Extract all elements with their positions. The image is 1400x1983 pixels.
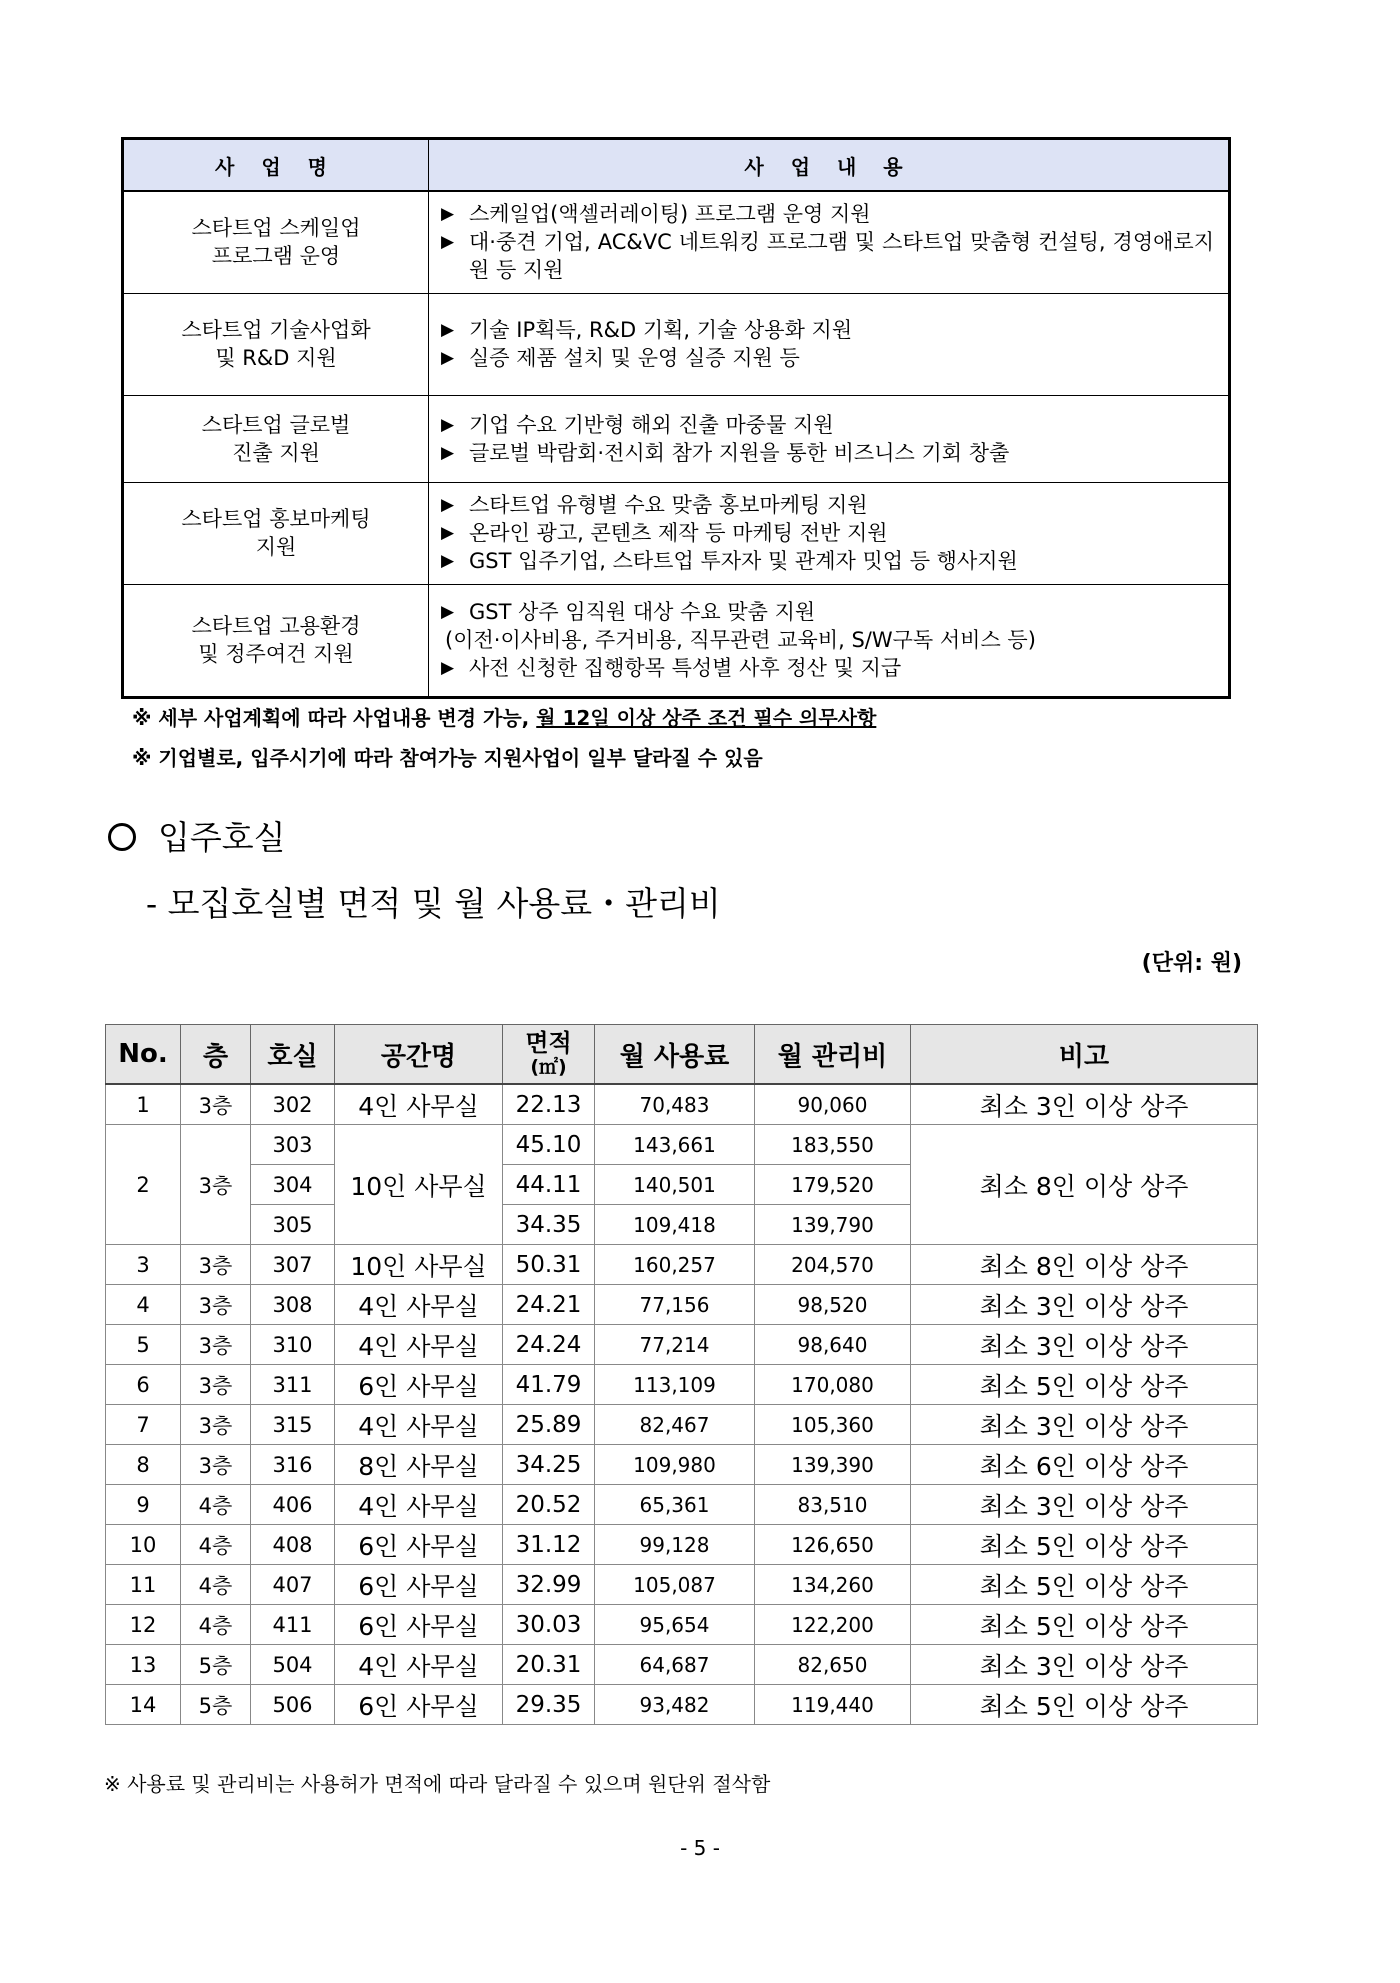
note-cell: 최소 8인 이상 상주 xyxy=(911,1125,1258,1245)
room-table-row xyxy=(106,1405,1258,1445)
section-title xyxy=(108,812,286,859)
floor-cell: 3층 xyxy=(181,1125,251,1245)
room-table-row xyxy=(106,1445,1258,1485)
rent-cell: 109,980 xyxy=(595,1445,755,1485)
mgmt-fee-cell: 119,440 xyxy=(755,1685,911,1725)
program-content-text: (이전·이사비용, 주거비용, 직무관련 교육비, S/W구독 서비스 등) xyxy=(445,628,1036,652)
program-content-text: GST 상주 임직원 대상 수요 맞춤 지원 xyxy=(469,600,816,624)
floor-cell: 3층 xyxy=(181,1245,251,1285)
program-content-text: 스타트업 유형별 수요 맞춤 홍보마케팅 지원 xyxy=(469,493,868,517)
rent-cell: 105,087 xyxy=(595,1565,755,1605)
note-cell: 최소 6인 이상 상주 xyxy=(911,1445,1258,1485)
rent-cell: 93,482 xyxy=(595,1685,755,1725)
floor-cell: 4층 xyxy=(181,1525,251,1565)
program-name-line: 스타트업 스케일업 xyxy=(191,216,361,241)
program-name-cell xyxy=(123,293,429,395)
space-name-cell: 4인 사무실 xyxy=(335,1405,503,1445)
program-content-item xyxy=(441,411,1214,439)
col-header-room: 호실 xyxy=(251,1025,335,1085)
row-number-cell: 4 xyxy=(106,1285,181,1325)
program-name-line: 및 R&D 지원 xyxy=(215,346,337,370)
triangle-bullet-icon: ▶ xyxy=(441,523,455,543)
triangle-bullet-icon: ▶ xyxy=(441,442,455,463)
note-cell: 최소 8인 이상 상주 xyxy=(911,1245,1258,1285)
program-content-cell xyxy=(429,191,1230,293)
program-name-line: 프로그램 운영 xyxy=(211,244,341,269)
program-row xyxy=(123,191,1230,293)
area-cell: 20.31 xyxy=(503,1645,595,1685)
mgmt-fee-cell: 126,650 xyxy=(755,1525,911,1565)
col-header-rent: 월 사용료 xyxy=(595,1025,755,1085)
rent-cell: 70,483 xyxy=(595,1084,755,1125)
program-name-line: 및 정주여건 지원 xyxy=(198,642,354,666)
room-cell: 302 xyxy=(251,1084,335,1125)
col-header-mgmt: 월 관리비 xyxy=(755,1025,911,1085)
rent-cell: 160,257 xyxy=(595,1245,755,1285)
area-cell: 32.99 xyxy=(503,1565,595,1605)
room-table-row xyxy=(106,1565,1258,1605)
note-cell: 최소 3인 이상 상주 xyxy=(911,1485,1258,1525)
col-header-area-label: 면적 xyxy=(525,1029,572,1057)
mgmt-fee-cell: 82,650 xyxy=(755,1645,911,1685)
room-table-row xyxy=(106,1125,1258,1165)
program-content-item xyxy=(441,519,1214,547)
row-number-cell: 10 xyxy=(106,1525,181,1565)
page-number: - 5 - xyxy=(680,1836,720,1860)
area-cell: 30.03 xyxy=(503,1605,595,1645)
room-cell: 305 xyxy=(251,1205,335,1245)
note-cell: 최소 3인 이상 상주 xyxy=(911,1405,1258,1445)
program-content-text: 기업 수요 기반형 해외 진출 마중물 지원 xyxy=(469,412,834,437)
program-content-cell xyxy=(429,395,1230,482)
program-content-text: 대·중견 기업, AC&VC 네트워킹 프로그램 및 스타트업 맞춤형 컨설팅, 경영애로지원 등 지원 xyxy=(469,230,1214,283)
room-table-row xyxy=(106,1285,1258,1325)
area-cell: 50.31 xyxy=(503,1245,595,1285)
program-name-line: 지원 xyxy=(255,535,297,559)
program-name-line: 스타트업 기술사업화 xyxy=(181,318,371,342)
rent-cell: 140,501 xyxy=(595,1165,755,1205)
rent-cell: 109,418 xyxy=(595,1205,755,1245)
program-name-line: 스타트업 홍보마케팅 xyxy=(181,507,371,531)
section-subtitle: - 모집호실별 면적 및 월 사용료・관리비 xyxy=(146,884,721,923)
room-cell: 316 xyxy=(251,1445,335,1485)
program-content-item xyxy=(441,547,1214,575)
mgmt-fee-cell: 170,080 xyxy=(755,1365,911,1405)
room-table xyxy=(105,1024,1258,1725)
row-number-cell: 3 xyxy=(106,1245,181,1285)
row-number-cell: 5 xyxy=(106,1325,181,1365)
note-cell: 최소 5인 이상 상주 xyxy=(911,1605,1258,1645)
footnote: ※ 사용료 및 관리비는 사용허가 면적에 따라 달라질 수 있으며 원단위 절삭함 xyxy=(104,1772,771,1796)
program-content-item xyxy=(441,626,1214,654)
note-cell: 최소 3인 이상 상주 xyxy=(911,1325,1258,1365)
space-name-cell: 4인 사무실 xyxy=(335,1285,503,1325)
program-name-line: 스타트업 글로벌 xyxy=(201,412,351,437)
mgmt-fee-cell: 98,640 xyxy=(755,1325,911,1365)
space-name-cell: 4인 사무실 xyxy=(335,1645,503,1685)
floor-cell: 3층 xyxy=(181,1285,251,1325)
rent-cell: 143,661 xyxy=(595,1125,755,1165)
room-cell: 315 xyxy=(251,1405,335,1445)
triangle-bullet-icon: ▶ xyxy=(441,551,455,571)
space-name-cell: 6인 사무실 xyxy=(335,1565,503,1605)
program-content-item xyxy=(441,654,1214,682)
room-cell: 407 xyxy=(251,1565,335,1605)
rent-cell: 113,109 xyxy=(595,1365,755,1405)
area-cell: 24.21 xyxy=(503,1285,595,1325)
room-cell: 504 xyxy=(251,1645,335,1685)
row-number-cell: 6 xyxy=(106,1365,181,1405)
mgmt-fee-cell: 204,570 xyxy=(755,1245,911,1285)
area-cell: 41.79 xyxy=(503,1365,595,1405)
rent-cell: 95,654 xyxy=(595,1605,755,1645)
mgmt-fee-cell: 179,520 xyxy=(755,1165,911,1205)
space-name-cell: 4인 사무실 xyxy=(335,1084,503,1125)
room-table-row xyxy=(106,1645,1258,1685)
room-table-row xyxy=(106,1084,1258,1125)
col-header-no: No. xyxy=(106,1025,181,1085)
col-header-floor: 층 xyxy=(181,1025,251,1085)
row-number-cell: 7 xyxy=(106,1405,181,1445)
rent-cell: 82,467 xyxy=(595,1405,755,1445)
rent-cell: 77,156 xyxy=(595,1285,755,1325)
program-name-header: 사 업 명 xyxy=(123,139,429,192)
space-name-cell: 6인 사무실 xyxy=(335,1365,503,1405)
note-cell: 최소 3인 이상 상주 xyxy=(911,1285,1258,1325)
rent-cell: 64,687 xyxy=(595,1645,755,1685)
room-table-row xyxy=(106,1525,1258,1565)
program-content-cell xyxy=(429,293,1230,395)
space-name-cell: 6인 사무실 xyxy=(335,1605,503,1645)
area-cell: 44.11 xyxy=(503,1165,595,1205)
program-content-item xyxy=(441,491,1214,519)
room-cell: 308 xyxy=(251,1285,335,1325)
note-cell: 최소 3인 이상 상주 xyxy=(911,1645,1258,1685)
mgmt-fee-cell: 122,200 xyxy=(755,1605,911,1645)
program-content-text: 온라인 광고, 콘텐츠 제작 등 마케팅 전반 지원 xyxy=(469,521,888,545)
area-cell: 24.24 xyxy=(503,1325,595,1365)
room-cell: 304 xyxy=(251,1165,335,1205)
space-name-cell: 6인 사무실 xyxy=(335,1525,503,1565)
mgmt-fee-cell: 83,510 xyxy=(755,1485,911,1525)
floor-cell: 3층 xyxy=(181,1365,251,1405)
program-content-item xyxy=(441,200,1214,228)
row-number-cell: 9 xyxy=(106,1485,181,1525)
note-cell: 최소 5인 이상 상주 xyxy=(911,1565,1258,1605)
note-cell: 최소 3인 이상 상주 xyxy=(911,1084,1258,1125)
space-name-cell: 6인 사무실 xyxy=(335,1685,503,1725)
floor-cell: 5층 xyxy=(181,1645,251,1685)
program-content-item xyxy=(441,316,1214,344)
area-cell: 22.13 xyxy=(503,1084,595,1125)
program-content-text: 실증 제품 설치 및 운영 실증 지원 등 xyxy=(469,346,800,370)
triangle-bullet-icon: ▶ xyxy=(441,495,455,515)
room-cell: 303 xyxy=(251,1125,335,1165)
program-content-text: GST 입주기업, 스타트업 투자자 및 관계자 밋업 등 행사지원 xyxy=(469,549,1018,573)
floor-cell: 4층 xyxy=(181,1605,251,1645)
room-table-row xyxy=(106,1605,1258,1645)
triangle-bullet-icon: ▶ xyxy=(441,414,455,435)
program-content-text: 스케일업(액셀러레이팅) 프로그램 운영 지원 xyxy=(469,202,871,227)
note-cell: 최소 5인 이상 상주 xyxy=(911,1365,1258,1405)
col-header-space: 공간명 xyxy=(335,1025,503,1085)
floor-cell: 4층 xyxy=(181,1565,251,1605)
room-cell: 506 xyxy=(251,1685,335,1725)
room-cell: 311 xyxy=(251,1365,335,1405)
room-table-row xyxy=(106,1325,1258,1365)
area-cell: 31.12 xyxy=(503,1525,595,1565)
space-name-cell: 10인 사무실 xyxy=(335,1245,503,1285)
circle-bullet-icon xyxy=(108,823,136,851)
mgmt-fee-cell: 98,520 xyxy=(755,1285,911,1325)
program-content-header: 사 업 내 용 xyxy=(429,139,1230,192)
area-cell: 20.52 xyxy=(503,1485,595,1525)
room-table-row xyxy=(106,1485,1258,1525)
program-note-1-underlined: 월 12일 이상 상주 조건 필수 의무사항 xyxy=(536,706,877,730)
room-cell: 406 xyxy=(251,1485,335,1525)
floor-cell: 3층 xyxy=(181,1084,251,1125)
mgmt-fee-cell: 134,260 xyxy=(755,1565,911,1605)
note-cell: 최소 5인 이상 상주 xyxy=(911,1685,1258,1725)
program-name-line: 진출 지원 xyxy=(232,440,320,465)
row-number-cell: 8 xyxy=(106,1445,181,1485)
program-note-1 xyxy=(132,702,876,731)
mgmt-fee-cell: 139,390 xyxy=(755,1445,911,1485)
triangle-bullet-icon: ▶ xyxy=(441,658,455,678)
col-header-area-unit: (㎡) xyxy=(530,1056,567,1078)
program-content-text: 사전 신청한 집행항목 특성별 사후 정산 및 지급 xyxy=(469,656,902,680)
program-row xyxy=(123,395,1230,482)
area-cell: 45.10 xyxy=(503,1125,595,1165)
program-name-line: 스타트업 고용환경 xyxy=(191,614,361,638)
program-content-text: 글로벌 박람회·전시회 참가 지원을 통한 비즈니스 기회 창출 xyxy=(469,440,1010,465)
program-content-text: 기술 IP획득, R&D 기획, 기술 상용화 지원 xyxy=(469,318,853,342)
floor-cell: 3층 xyxy=(181,1405,251,1445)
program-content-cell xyxy=(429,584,1230,697)
room-cell: 408 xyxy=(251,1525,335,1565)
area-cell: 34.35 xyxy=(503,1205,595,1245)
row-number-cell: 2 xyxy=(106,1125,181,1245)
area-cell: 29.35 xyxy=(503,1685,595,1725)
program-name-cell xyxy=(123,482,429,584)
rent-cell: 99,128 xyxy=(595,1525,755,1565)
program-content-item xyxy=(441,439,1214,467)
mgmt-fee-cell: 139,790 xyxy=(755,1205,911,1245)
room-table-body xyxy=(106,1084,1258,1725)
room-cell: 411 xyxy=(251,1605,335,1645)
program-name-cell xyxy=(123,395,429,482)
program-row xyxy=(123,584,1230,697)
program-content-item xyxy=(441,598,1214,626)
program-note-2: ※ 기업별로, 입주시기에 따라 참여가능 지원사업이 일부 달라질 수 있음 xyxy=(132,746,763,770)
room-table-row xyxy=(106,1685,1258,1725)
space-name-cell: 4인 사무실 xyxy=(335,1485,503,1525)
triangle-bullet-icon: ▶ xyxy=(441,232,455,253)
rent-cell: 77,214 xyxy=(595,1325,755,1365)
triangle-bullet-icon: ▶ xyxy=(441,602,455,622)
floor-cell: 5층 xyxy=(181,1685,251,1725)
program-content-item xyxy=(441,344,1214,372)
rent-cell: 65,361 xyxy=(595,1485,755,1525)
room-cell: 307 xyxy=(251,1245,335,1285)
program-row xyxy=(123,482,1230,584)
program-content-cell xyxy=(429,482,1230,584)
program-name-cell xyxy=(123,191,429,293)
row-number-cell: 13 xyxy=(106,1645,181,1685)
room-table-row xyxy=(106,1245,1258,1285)
note-cell: 최소 5인 이상 상주 xyxy=(911,1525,1258,1565)
mgmt-fee-cell: 90,060 xyxy=(755,1084,911,1125)
room-table-row xyxy=(106,1365,1258,1405)
section-title-text: 입주호실 xyxy=(158,818,286,857)
room-cell: 310 xyxy=(251,1325,335,1365)
row-number-cell: 1 xyxy=(106,1084,181,1125)
floor-cell: 3층 xyxy=(181,1325,251,1365)
mgmt-fee-cell: 183,550 xyxy=(755,1125,911,1165)
space-name-cell: 8인 사무실 xyxy=(335,1445,503,1485)
area-cell: 25.89 xyxy=(503,1405,595,1445)
col-header-area xyxy=(503,1025,595,1085)
col-header-note: 비고 xyxy=(911,1025,1258,1085)
floor-cell: 4층 xyxy=(181,1485,251,1525)
unit-label: (단위: 원) xyxy=(1141,951,1242,976)
floor-cell: 3층 xyxy=(181,1445,251,1485)
row-number-cell: 14 xyxy=(106,1685,181,1725)
program-table xyxy=(121,137,1231,699)
row-number-cell: 12 xyxy=(106,1605,181,1645)
program-content-item xyxy=(441,228,1214,284)
space-name-cell: 10인 사무실 xyxy=(335,1125,503,1245)
program-name-cell xyxy=(123,584,429,697)
triangle-bullet-icon: ▶ xyxy=(441,320,455,340)
program-row xyxy=(123,293,1230,395)
triangle-bullet-icon: ▶ xyxy=(441,348,455,368)
program-note-1-text: ※ 세부 사업계획에 따라 사업내용 변경 가능, xyxy=(132,706,537,730)
mgmt-fee-cell: 105,360 xyxy=(755,1405,911,1445)
program-table-body xyxy=(123,191,1230,697)
area-cell: 34.25 xyxy=(503,1445,595,1485)
space-name-cell: 4인 사무실 xyxy=(335,1325,503,1365)
triangle-bullet-icon: ▶ xyxy=(441,204,455,225)
row-number-cell: 11 xyxy=(106,1565,181,1605)
